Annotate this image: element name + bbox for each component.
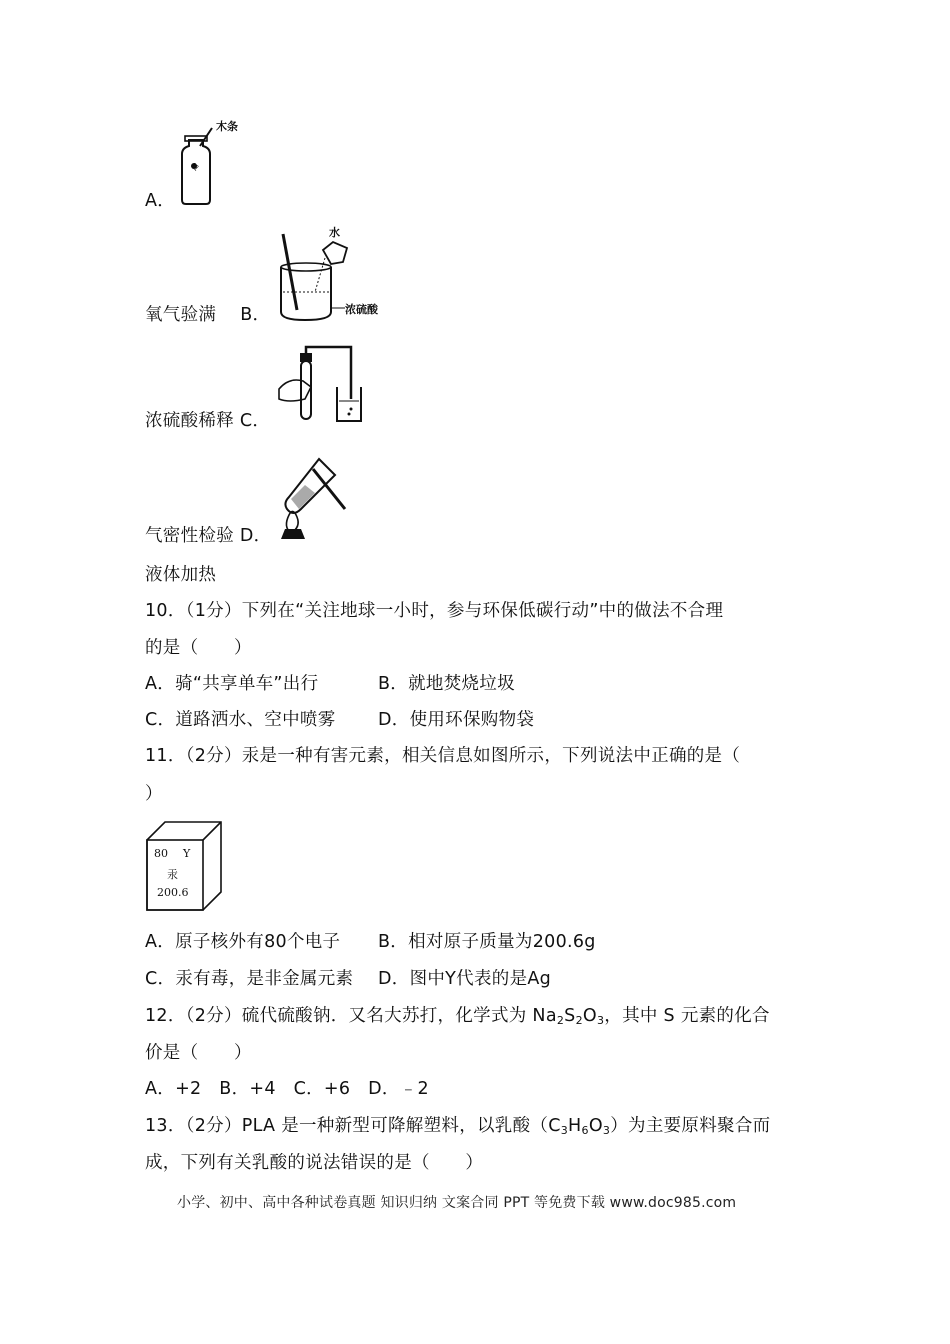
element-atomic-mass: 200.6 (157, 886, 189, 899)
q11-option-b: B．相对原子质量为200.6g (378, 932, 596, 952)
q12-formula: $Na_2S_2O_3$ (532, 1006, 605, 1027)
q9-option-d-caption: 液体加热 (145, 565, 217, 585)
figure-d-liquid-heating (275, 455, 365, 545)
q10-option-d: D．使用环保购物袋 (378, 710, 535, 730)
element-tile-figure (145, 820, 225, 912)
q13-formula: $C_3H_6O_3$ (548, 1116, 611, 1137)
q11-stem-line1: 11．（2分）汞是一种有害元素，相关信息如图所示，下列说法中正确的是（ (145, 746, 741, 766)
figure-b-water-label: 水 (329, 226, 340, 239)
element-atomic-number: 80 (154, 847, 168, 860)
q9-option-c-caption: 气密性检验 (145, 526, 234, 546)
q10-option-b: B．就地焚烧垃圾 (378, 674, 515, 694)
q11-option-d: D．图中Y代表的是Ag (378, 969, 552, 989)
element-symbol: Y (183, 847, 191, 860)
figure-c-airtightness (275, 343, 365, 428)
q10-option-a: A．骑“共享单车”出行 (145, 674, 319, 694)
q9-option-a-caption: 氧气验满 (145, 305, 217, 325)
q10-stem-line2: 的是（ ） (145, 638, 252, 658)
figure-b-acid-label: 浓硫酸 (345, 303, 378, 316)
figure-a-wood-strip-label: 木条 (216, 120, 238, 133)
q9-option-b-label: B． (240, 305, 271, 325)
q9-option-b-row (145, 304, 270, 326)
q9-option-b-caption: 浓硫酸稀释 (145, 411, 234, 431)
q13-stem-line2: 成，下列有关乳酸的说法错误的是（ ） (145, 1153, 484, 1173)
q11-option-c: C．汞有毒，是非金属元素 (145, 969, 354, 989)
element-name: 汞 (167, 868, 178, 881)
q10-option-c: C．道路洒水、空中喷雾 (145, 710, 336, 730)
svg-text:令: 令 (191, 163, 199, 172)
page-footer: 小学、初中、高中各种试卷真题 知识归纳 文案合同 PPT 等免费下载 www.doc985.com (177, 1195, 737, 1211)
q11-stem-line2: ） (145, 784, 163, 804)
q12-stem-line1: 12．（2分）硫代硫酸钠．又名大苏打，化学式为 $Na_2S_2O_3$，其中 S 元素的化合 (145, 1006, 770, 1027)
q11-option-a: A．原子核外有80个电子 (145, 932, 341, 952)
q9-option-d-row (145, 525, 271, 547)
q12-options: A．+2 B．+4 C．+6 D．﹣2 (145, 1079, 429, 1099)
q12-stem-line2: 价是（ ） (145, 1043, 252, 1063)
q9-option-d-label: D． (239, 526, 272, 546)
figure-a-oxygen-test (170, 118, 250, 210)
q9-option-a-label: A． (145, 191, 176, 211)
q9-option-c-label: C． (239, 411, 271, 431)
figure-b-acid-dilution (275, 226, 378, 327)
q13-stem-line1: 13．（2分）PLA 是一种新型可降解塑料，以乳酸$(C_3H_6O_3)$为主要原料聚合而 (145, 1116, 771, 1137)
q9-option-c-row (145, 410, 270, 432)
q10-stem-line1: 10．（1分）下列在“关注地球一小时，参与环保低碳行动”中的做法不合理 (145, 601, 724, 621)
